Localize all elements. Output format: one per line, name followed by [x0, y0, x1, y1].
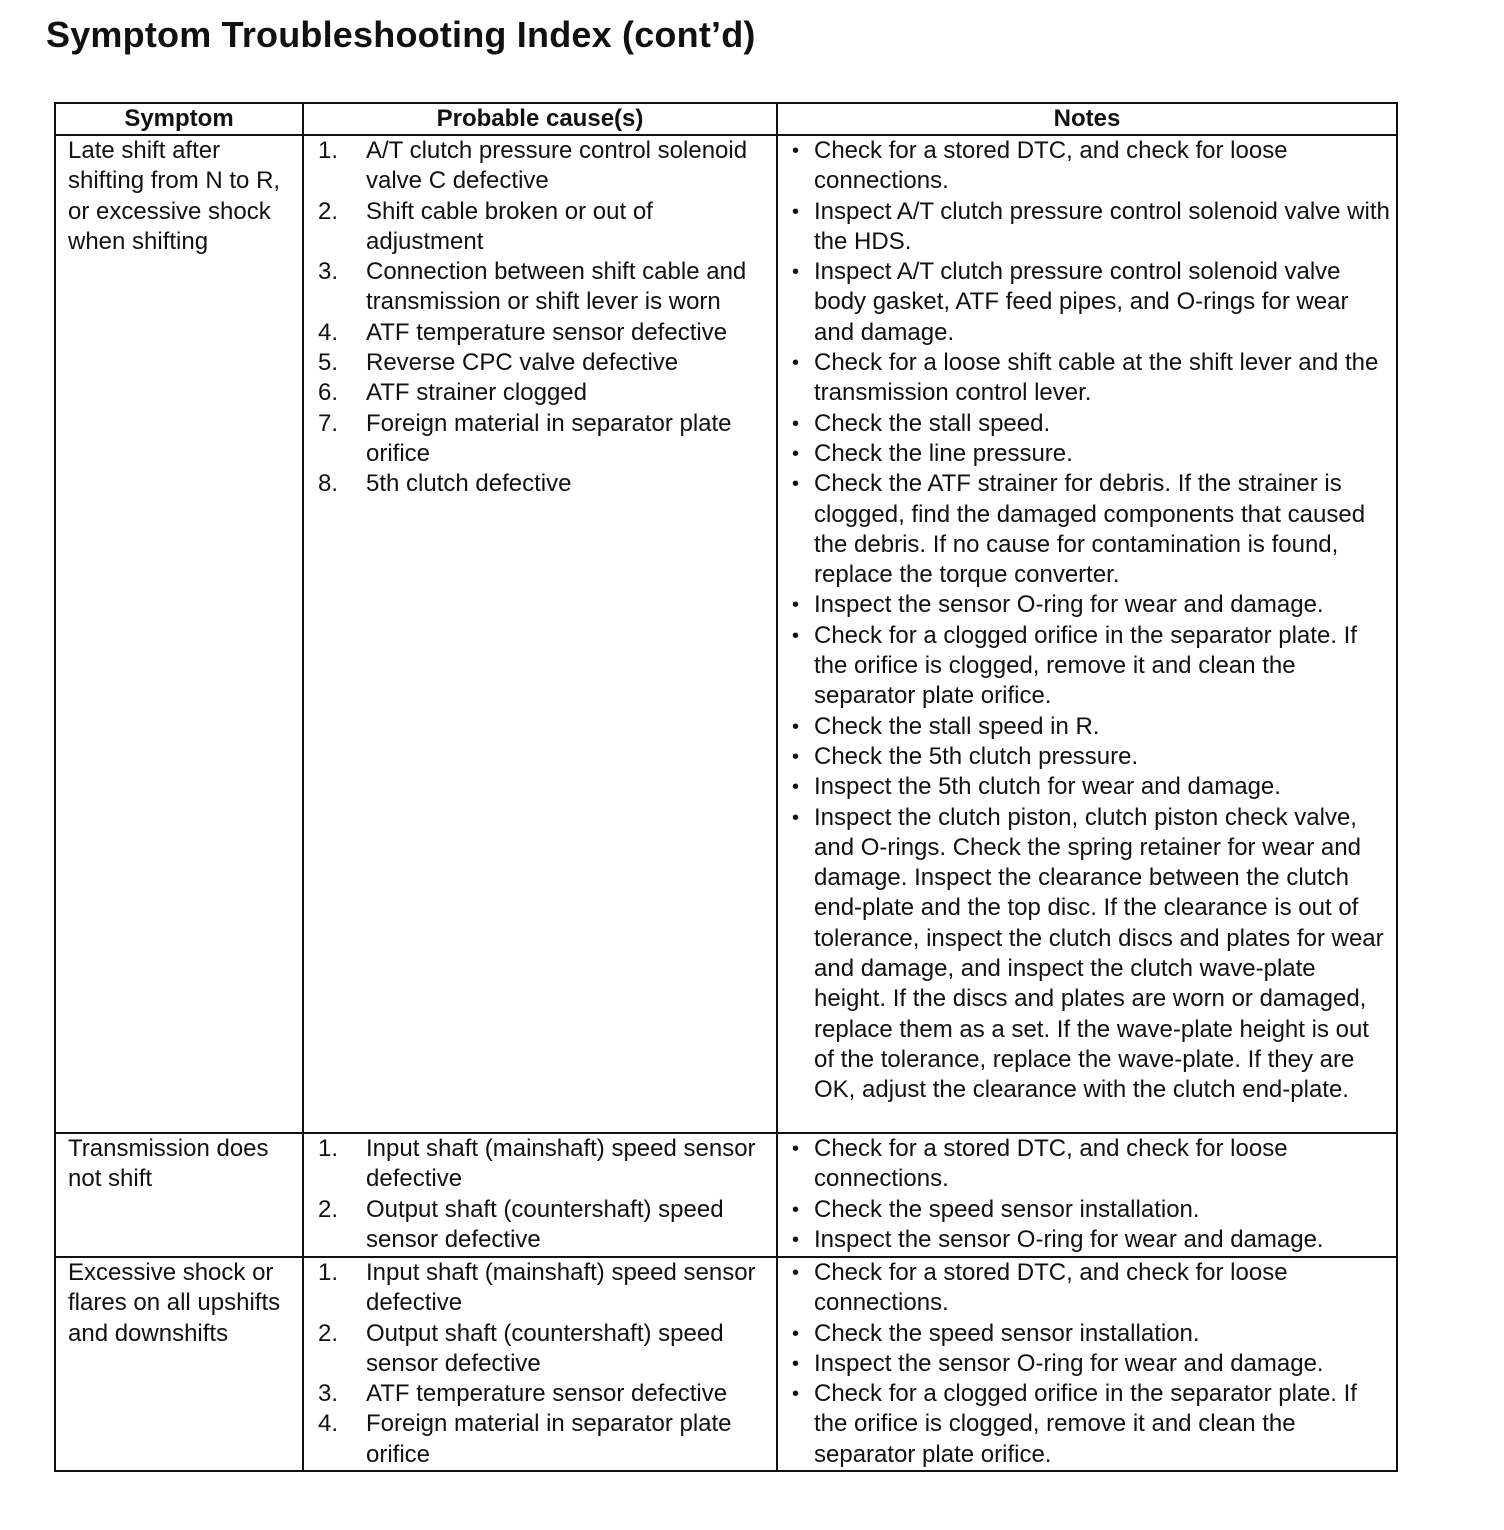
bullet-icon: • [792, 200, 800, 223]
note-item [792, 1258, 1390, 1319]
cause-item [318, 197, 768, 258]
note-text: Inspect A/T clutch pressure control solenoid valve body gasket, ATF feed pipes, and O-rings for wear and damage. [814, 258, 1349, 346]
note-text: Inspect the 5th clutch for wear and damage. [814, 773, 1281, 801]
note-item [792, 348, 1390, 409]
note-text: Check for a stored DTC, and check for loose connections. [814, 1259, 1288, 1317]
bullet-icon: • [792, 473, 800, 496]
bullet-icon: • [792, 1138, 800, 1160]
symptom-cell [55, 135, 303, 1133]
note-item [792, 439, 1390, 469]
bullet-icon: • [792, 1383, 800, 1406]
note-item [792, 1379, 1390, 1470]
cause-text: Connection between shift cable and transmission or shift lever is worn [366, 258, 747, 316]
note-item [792, 1349, 1390, 1379]
causes-cell [303, 135, 777, 1133]
cause-item [318, 1379, 768, 1409]
note-text: Check the speed sensor installation. [814, 1319, 1200, 1347]
notes-list [792, 1258, 1390, 1470]
bullet-icon: • [792, 352, 800, 375]
cause-number: 2. [318, 1319, 339, 1347]
cause-number: 5. [318, 349, 339, 377]
bullet-icon: • [792, 1352, 800, 1375]
cause-item [318, 136, 768, 197]
cause-number: 3. [318, 1380, 339, 1408]
notes-column-header: Notes [777, 103, 1397, 135]
cause-text: Input shaft (mainshaft) speed sensor defective [366, 1135, 756, 1193]
note-text: Inspect the clutch piston, clutch piston check valve, and O-rings. Check the spring retainer for wear and damage. Inspect the clearance between the clutch end-plate and the top disc. If the clearance is out of tolerance, inspect the clutch discs and plates for wear and damage, and inspect the clutch wave-plate height. If the discs and plates are worn or damaged, replace them as a set. If the wave-plate height is out of the tolerance, replace the wave-plate. If they are OK, adjust the clearance with the clutch end-plate. [814, 803, 1384, 1104]
cause-list [318, 136, 768, 500]
cause-text: ATF temperature sensor defective [366, 1380, 728, 1408]
symptom-cell [55, 1133, 303, 1257]
cause-text: Input shaft (mainshaft) speed sensor defective [366, 1259, 756, 1317]
bullet-icon: • [792, 1262, 800, 1284]
table-row [55, 1257, 1397, 1471]
note-item [792, 621, 1390, 712]
bullet-icon: • [792, 140, 800, 162]
note-text: Check the stall speed. [814, 409, 1051, 437]
note-text: Inspect the sensor O-ring for wear and damage. [814, 591, 1324, 619]
bullet-icon: • [792, 1322, 800, 1345]
cause-number: 2. [318, 1195, 339, 1223]
cause-item [318, 1195, 768, 1256]
note-text: Inspect A/T clutch pressure control solenoid valve with the HDS. [814, 197, 1390, 255]
cause-text: ATF temperature sensor defective [366, 318, 728, 346]
cause-item [318, 1319, 768, 1380]
notes-cell [777, 1133, 1397, 1257]
cause-text: Foreign material in separator plate orifice [366, 409, 732, 467]
note-text: Check for a stored DTC, and check for loose connections. [814, 137, 1288, 195]
cause-number: 1. [318, 1135, 339, 1162]
cause-number: 8. [318, 470, 339, 498]
cause-text: Output shaft (countershaft) speed sensor defective [366, 1319, 724, 1377]
cause-text: Shift cable broken or out of adjustment [366, 197, 653, 255]
note-item [792, 742, 1390, 772]
causes-cell [303, 1133, 777, 1257]
notes-list [792, 136, 1390, 1106]
page-title: Symptom Troubleshooting Index (cont’d) [46, 14, 756, 55]
cause-number: 6. [318, 379, 339, 407]
note-item [792, 136, 1390, 197]
note-item [792, 197, 1390, 258]
cause-item [318, 378, 768, 408]
bullet-icon: • [792, 442, 800, 465]
cause-number: 3. [318, 258, 339, 286]
probable-causes-column-header: Probable cause(s) [303, 103, 777, 135]
note-text: Check for a clogged orifice in the separator plate. If the orifice is clogged, remove it and clean the separator plate orifice. [814, 1380, 1357, 1468]
bullet-icon: • [792, 261, 800, 284]
cause-list [318, 1134, 768, 1255]
symptom-cell [55, 1257, 303, 1471]
cause-item [318, 469, 768, 499]
bullet-icon: • [792, 412, 800, 435]
table-row [55, 1133, 1397, 1257]
cause-number: 2. [318, 197, 339, 225]
cause-number: 4. [318, 1410, 339, 1438]
note-text: Check for a stored DTC, and check for loose connections. [814, 1135, 1288, 1193]
note-item [792, 409, 1390, 439]
note-text: Check the speed sensor installation. [814, 1195, 1200, 1223]
bullet-icon: • [792, 1198, 800, 1221]
cause-list [318, 1258, 768, 1470]
symptom-text: Excessive shock or flares on all upshifts and downshifts [68, 1259, 281, 1347]
symptom-text: Late shift after shifting from N to R, or excessive shock when shifting [68, 137, 281, 255]
cause-item [318, 409, 768, 470]
symptom-troubleshooting-table [54, 102, 1398, 1472]
note-text: Inspect the sensor O-ring for wear and damage. [814, 1225, 1324, 1253]
cause-text: Output shaft (countershaft) speed sensor defective [366, 1195, 724, 1253]
note-item [792, 772, 1390, 802]
note-item [792, 590, 1390, 620]
bullet-icon: • [792, 624, 800, 647]
bullet-icon: • [792, 776, 800, 799]
cause-item [318, 257, 768, 318]
cause-number: 7. [318, 409, 339, 437]
cause-text: Reverse CPC valve defective [366, 349, 679, 377]
cause-text: ATF strainer clogged [366, 379, 587, 407]
note-item [792, 1225, 1390, 1255]
note-text: Check the ATF strainer for debris. If the strainer is clogged, find the damaged components that caused the debris. If no cause for contamination is found, replace the torque converter. [814, 470, 1366, 589]
note-text: Check for a clogged orifice in the separator plate. If the orifice is clogged, remove it and clean the separator plate orifice. [814, 621, 1357, 710]
cause-text: Foreign material in separator plate orifice [366, 1410, 732, 1468]
symptom-column-header: Symptom [55, 103, 303, 135]
table-header-row [55, 103, 1397, 135]
note-item [792, 1195, 1390, 1225]
notes-cell [777, 135, 1397, 1133]
bullet-icon: • [792, 745, 800, 768]
cause-number: 4. [318, 318, 339, 346]
note-item [792, 803, 1390, 1106]
cause-item [318, 1134, 768, 1195]
cause-number: 1. [318, 1259, 339, 1286]
note-text: Check the stall speed in R. [814, 712, 1100, 740]
cause-item [318, 348, 768, 378]
cause-text: 5th clutch defective [366, 470, 572, 498]
cause-number: 1. [318, 137, 339, 164]
note-item [792, 712, 1390, 742]
notes-cell [777, 1257, 1397, 1471]
causes-cell [303, 1257, 777, 1471]
note-item [792, 469, 1390, 590]
cause-item [318, 1258, 768, 1319]
symptom-text: Transmission does not shift [68, 1135, 269, 1193]
cause-text: A/T clutch pressure control solenoid valve C defective [366, 137, 748, 195]
note-text: Check for a loose shift cable at the shift lever and the transmission control lever. [814, 349, 1379, 407]
note-text: Check the 5th clutch pressure. [814, 742, 1139, 770]
note-text: Check the line pressure. [814, 439, 1073, 467]
cause-item [318, 318, 768, 348]
table-row [55, 135, 1397, 1133]
cause-item [318, 1409, 768, 1470]
notes-list [792, 1134, 1390, 1255]
bullet-icon: • [792, 715, 800, 738]
note-item [792, 1134, 1390, 1195]
bullet-icon: • [792, 1228, 800, 1251]
note-item [792, 257, 1390, 348]
bullet-icon: • [792, 594, 800, 617]
note-item [792, 1319, 1390, 1349]
note-text: Inspect the sensor O-ring for wear and damage. [814, 1349, 1324, 1377]
bullet-icon: • [792, 806, 800, 829]
